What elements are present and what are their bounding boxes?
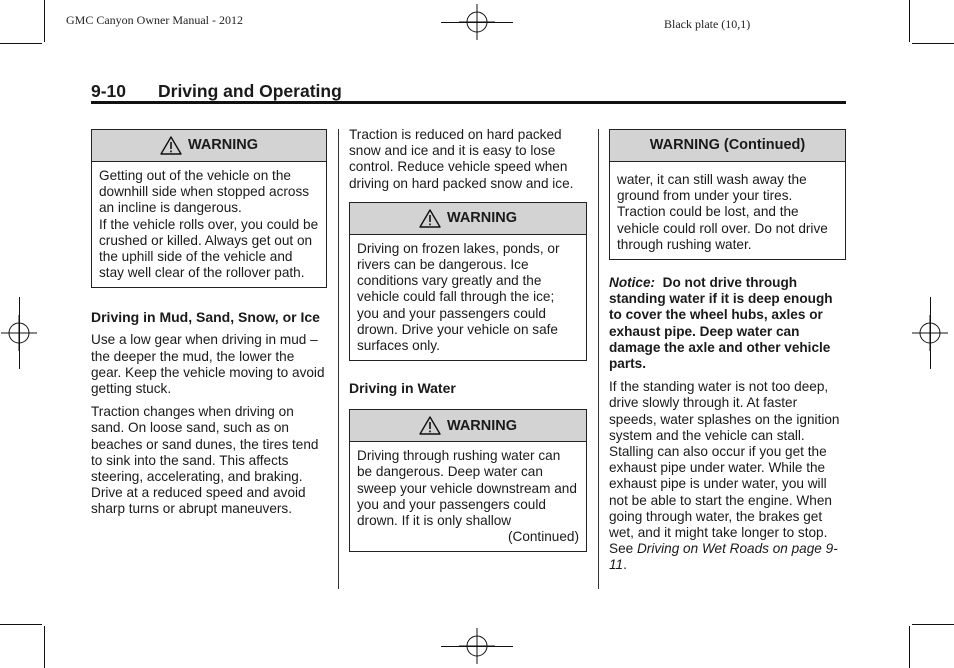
paragraph-end: . [623,557,627,573]
crop-mark [912,43,954,44]
warning-box [349,409,587,552]
crop-mark [909,626,910,668]
warning-header [92,130,326,162]
warning-header [610,130,845,162]
crop-mark [0,43,42,44]
warning-text: water, it can still wash away the ground from under your tires. Traction could be lost, and the vehicle could roll over. Do not drive through rushing water. [617,172,828,252]
column-divider [338,129,339,589]
warning-title: WARNING [446,210,518,227]
section-title: Driving and Operating [158,81,342,101]
paragraph: Traction is reduced on hard packed snow and ice and it is easy to lose control. Reduce vehicle speed when driving on hard packed snow and ice. [349,127,574,191]
warning-triangle-icon [419,416,441,435]
column-divider [598,129,599,589]
crop-mark [441,646,513,647]
notice-text: Do not drive through standing water if it is deep enough to cover the wheel hubs, axles or exhaust pipe. Deep water can damage the axle and other vehicle parts. [609,275,833,372]
paragraph [609,379,846,573]
column-2 [349,127,587,552]
page-number: 9-10 [91,81,127,101]
notice-label: Notice: [609,275,656,291]
warning-text: Getting out of the vehicle on the downhill side when stopped across an incline is dangerous. [99,168,310,216]
warning-title: WARNING (Continued) [649,137,806,154]
warning-triangle-icon [419,209,441,228]
continued-label: (Continued) [507,529,579,545]
warning-triangle-icon [160,136,182,155]
warning-text: If the vehicle rolls over, you could be crushed or killed. Always get out on the uphill side of the vehicle and stay well clear of the rollover path. [99,216,319,281]
crop-mark [19,297,20,369]
warning-body [350,442,586,551]
section-heading: Driving in Water [349,380,456,397]
warning-title: WARNING [446,417,518,434]
crop-mark [912,624,954,625]
plate-info-right: Black plate (10,1) [664,17,751,31]
cross-reference-link[interactable]: Driving on Wet Roads on page 9-11 [609,541,838,573]
warning-body [92,162,326,287]
page-header [91,81,846,102]
crop-mark [44,626,45,668]
warning-text: Driving through rushing water can be dangerous. Deep water can sweep your vehicle downstream and you and your passengers could drown. If it is only shallow [357,448,577,529]
column-1 [91,129,327,525]
paragraph-text: If the standing water is not too deep, drive slowly through it. At faster speeds, water splashes on the ignition system and the vehicle can stall. Stalling can also occur if you get the exhaust pipe under water. While the exhaust pipe is under water, you will not be able to start the engine. When going through water, the brakes get wet, and it might take longer to stop. See [609,379,840,557]
crop-mark [44,0,45,42]
warning-box [91,129,327,288]
section-heading: Driving in Mud, Sand, Snow, or Ice [91,309,320,326]
paragraph: Use a low gear when driving in mud – the deeper the mud, the lower the gear. Keep the vehicle moving to avoid getting stuck. [91,332,325,397]
crop-mark [0,624,42,625]
warning-box [609,129,846,260]
warning-header [350,203,586,235]
warning-body [350,235,586,360]
warning-text: Driving on frozen lakes, ponds, or rivers can be dangerous. Ice conditions vary greatly and the vehicle could fall through the ice; you and your passengers could drown. Drive your vehicle on safe surfaces only. [357,240,560,354]
warning-body [610,162,845,259]
crop-mark [930,297,931,369]
header-rule [91,101,846,104]
warning-header [350,410,586,442]
crop-mark [441,22,513,23]
column-3 [609,129,846,581]
crop-mark [909,0,910,42]
warning-box [349,202,587,361]
paragraph: Traction changes when driving on sand. On loose sand, such as on beaches or sand dunes, the tires tend to sink into the sand. This affects steering, accelerating, and braking. Drive at a reduced speed and avoid sharp turns or abrupt maneuvers. [91,404,319,517]
plate-info-left: GMC Canyon Owner Manual - 2012 [66,13,243,27]
warning-title: WARNING [187,137,259,154]
notice [609,275,846,372]
